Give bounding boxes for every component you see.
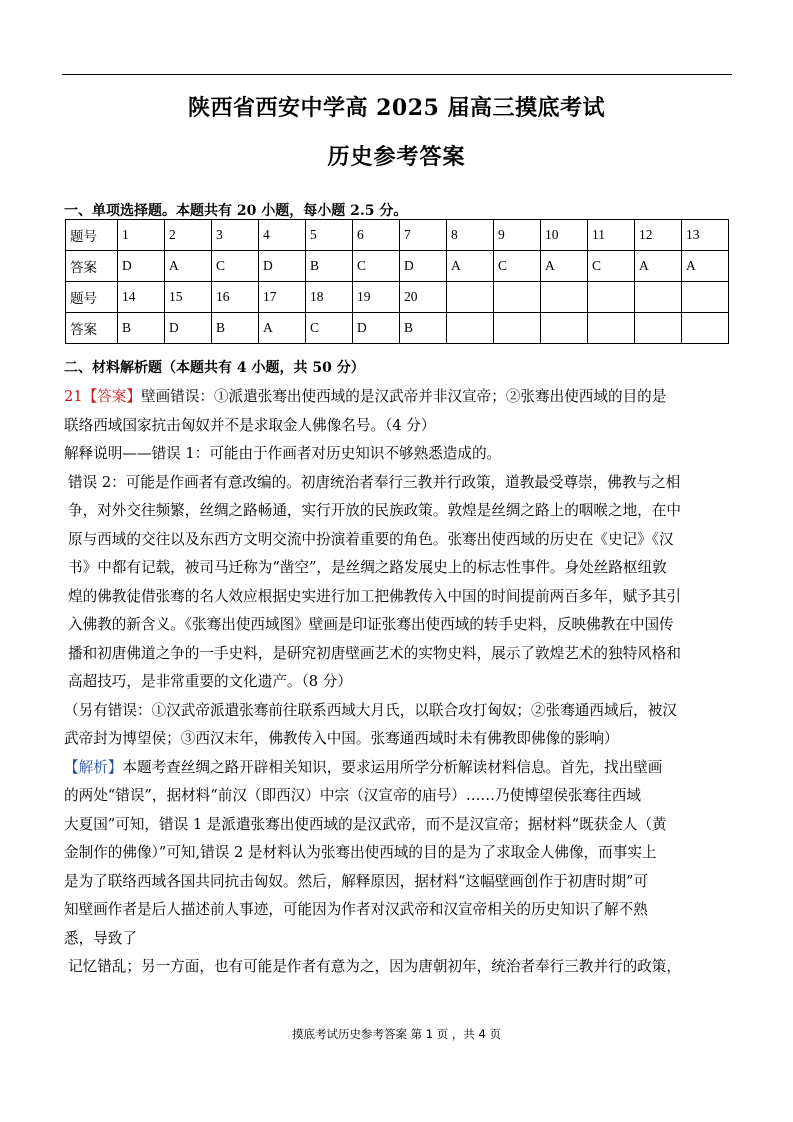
- text-line: 原与西域的交往以及东西方文明交流中扮演着重要的角色。张骞出使西域的历史在《史记》《汉: [68, 530, 674, 548]
- answer-explanation: [64, 383, 736, 982]
- row-label: 答案: [66, 313, 118, 344]
- answer-cell: D: [118, 251, 165, 282]
- question-number: 21: [64, 388, 83, 405]
- question-number-cell: 3: [212, 220, 259, 251]
- text-line: 是为了联络西域各国共同抗击匈奴。然后，解释原因，据材料“这幅壁画创作于初唐时期”可: [64, 872, 649, 890]
- question-number-cell: [635, 282, 682, 313]
- text-line: 大夏国”可知，错误 1 是派遣张骞出使西域的是汉武帝，而不是汉宣帝；据材料“既获金人（黄: [64, 815, 667, 833]
- text-line: 解释说明——错误 1：可能由于作画者对历史知识不够熟悉造成的。: [64, 445, 502, 462]
- document-subtitle: 历史参考答案: [327, 144, 466, 170]
- question-number-row: [66, 282, 729, 313]
- question-number-cell: 19: [353, 282, 400, 313]
- question-number-cell: [588, 282, 635, 313]
- answer-cell: [682, 313, 729, 344]
- answer-cell: A: [259, 313, 306, 344]
- document-title: 陕西省西安中学高 2025 届高三摸底考试: [187, 95, 606, 121]
- question-number-cell: 7: [400, 220, 447, 251]
- answer-cell: A: [635, 251, 682, 282]
- question-number-cell: [447, 282, 494, 313]
- row-label: 题号: [66, 220, 118, 251]
- page-footer: 摸底考试历史参考答案 第 1 页 ，共 4 页: [291, 1027, 502, 1041]
- answer-cell: C: [588, 251, 635, 282]
- answer-cell: [635, 313, 682, 344]
- question-number-cell: 8: [447, 220, 494, 251]
- text-line: 争，对外交往频繁，丝绸之路畅通，实行开放的民族政策。敦煌是丝绸之路上的咽喉之地，在中: [68, 502, 681, 519]
- answer-cell: A: [447, 251, 494, 282]
- text-line: 知壁画作者是后人描述前人事迹，可能因为作者对汉武帝和汉宣帝相关的历史知识了解不熟: [64, 901, 648, 918]
- analysis-line-1: 【解析】本题考查丝绸之路开辟相关知识，要求运用所学分析解读材料信息。首先，找出壁画: [64, 758, 663, 776]
- answer-cell: [494, 313, 541, 344]
- question-number-cell: [682, 282, 729, 313]
- text-line: 煌的佛教徒借张骞的名人效应根据史实进行加工把佛教传入中国的时间提前两百多年，赋予其引: [68, 587, 681, 605]
- question-number-cell: 15: [165, 282, 212, 313]
- text-line: 的两处“错误”，据材料“前汉（即西汉）中宗（汉宣帝的庙号）……乃使博望侯张骞往西域: [64, 787, 641, 804]
- answer-cell: D: [400, 251, 447, 282]
- answer-cell: A: [165, 251, 212, 282]
- answer-table: [65, 219, 729, 344]
- question-number-cell: 9: [494, 220, 541, 251]
- answer-cell: D: [259, 251, 306, 282]
- answer-cell: D: [165, 313, 212, 344]
- answer-cell: A: [682, 251, 729, 282]
- question-number-cell: 20: [400, 282, 447, 313]
- question-number-cell: 6: [353, 220, 400, 251]
- answer-row: [66, 313, 729, 344]
- text-line: 错误 2：可能是作画者有意改编的。初唐统治者奉行三教并行政策，道教最受尊崇，佛教与之相: [68, 473, 681, 491]
- answer-row: [66, 251, 729, 282]
- question-number-cell: 11: [588, 220, 635, 251]
- row-label: 答案: [66, 251, 118, 282]
- answer-cell: B: [118, 313, 165, 344]
- text-line: （另有错误：①汉武帝派遣张骞前往联系西域大月氏，以联合攻打匈奴；②张骞通西域后，被汉: [64, 701, 677, 719]
- answer-cell: A: [541, 251, 588, 282]
- question-number-cell: 1: [118, 220, 165, 251]
- question-number-cell: [494, 282, 541, 313]
- q21-line-1: 21【答案】壁画错误：①派遣张骞出使西域的是汉武帝并非汉宣帝；②张骞出使西域的目的是: [64, 388, 667, 405]
- row-label: 题号: [66, 282, 118, 313]
- question-number-cell: 12: [635, 220, 682, 251]
- question-number-cell: 4: [259, 220, 306, 251]
- answer-cell: B: [306, 251, 353, 282]
- answer-cell: [541, 313, 588, 344]
- analysis-tag: 【解析】: [64, 758, 123, 776]
- section2-heading: 二、材料解析题（本题共有 4 小题，共 50 分）: [64, 360, 365, 376]
- text-line: 高超技巧，是非常重要的文化遗产。（8 分）: [68, 673, 352, 690]
- answer-cell: D: [353, 313, 400, 344]
- answer-cell: B: [400, 313, 447, 344]
- text-line: 悉，导致了: [64, 929, 137, 947]
- answer-cell: C: [212, 251, 259, 282]
- text-line: 记忆错乱；另一方面，也有可能是作者有意为之，因为唐朝初年，统治者奉行三教并行的政策，: [68, 958, 681, 975]
- answer-cell: C: [306, 313, 353, 344]
- question-number-cell: 16: [212, 282, 259, 313]
- answer-cell: [588, 313, 635, 344]
- question-number-cell: 17: [259, 282, 306, 313]
- question-number-cell: 5: [306, 220, 353, 251]
- text-line: 联络西域国家抗击匈奴并不是求取金人佛像名号。（4 分）: [64, 416, 436, 434]
- answer-cell: C: [494, 251, 541, 282]
- text-line: 金制作的佛像）”可知,错误 2 是材料认为张骞出使西域的目的是为了求取金人佛像，而事实上: [64, 844, 657, 861]
- text-line: 入佛教的新含义。《张骞出使西域图》壁画是印证张骞出使西域的转手史料，反映佛教在中国传: [68, 616, 674, 633]
- text-line: 播和初唐佛道之争的一手史料，是研究初唐壁画艺术的实物史料，展示了敦煌艺术的独特风格和: [68, 644, 681, 662]
- answer-cell: C: [353, 251, 400, 282]
- question-number-cell: 18: [306, 282, 353, 313]
- answer-cell: [447, 313, 494, 344]
- top-rule: [62, 74, 732, 75]
- answer-tag: 【答案】: [82, 388, 141, 405]
- text-line: 武帝封为博望侯；③西汉末年，佛教传入中国。张骞通西域时未有佛教即佛像的影响）: [64, 730, 619, 747]
- answer-cell: B: [212, 313, 259, 344]
- section1-heading: 一、单项选择题。本题共有 20 小题，每小题 2.5 分。: [64, 203, 408, 219]
- question-number-cell: [541, 282, 588, 313]
- text-line: 书》中都有记载，被司马迁称为“凿空”，是丝绸之路发展史上的标志性事件。身处丝路枢纽敦: [68, 559, 667, 576]
- question-number-cell: 14: [118, 282, 165, 313]
- question-number-cell: 2: [165, 220, 212, 251]
- question-number-cell: 13: [682, 220, 729, 251]
- question-number-row: [66, 220, 729, 251]
- question-number-cell: 10: [541, 220, 588, 251]
